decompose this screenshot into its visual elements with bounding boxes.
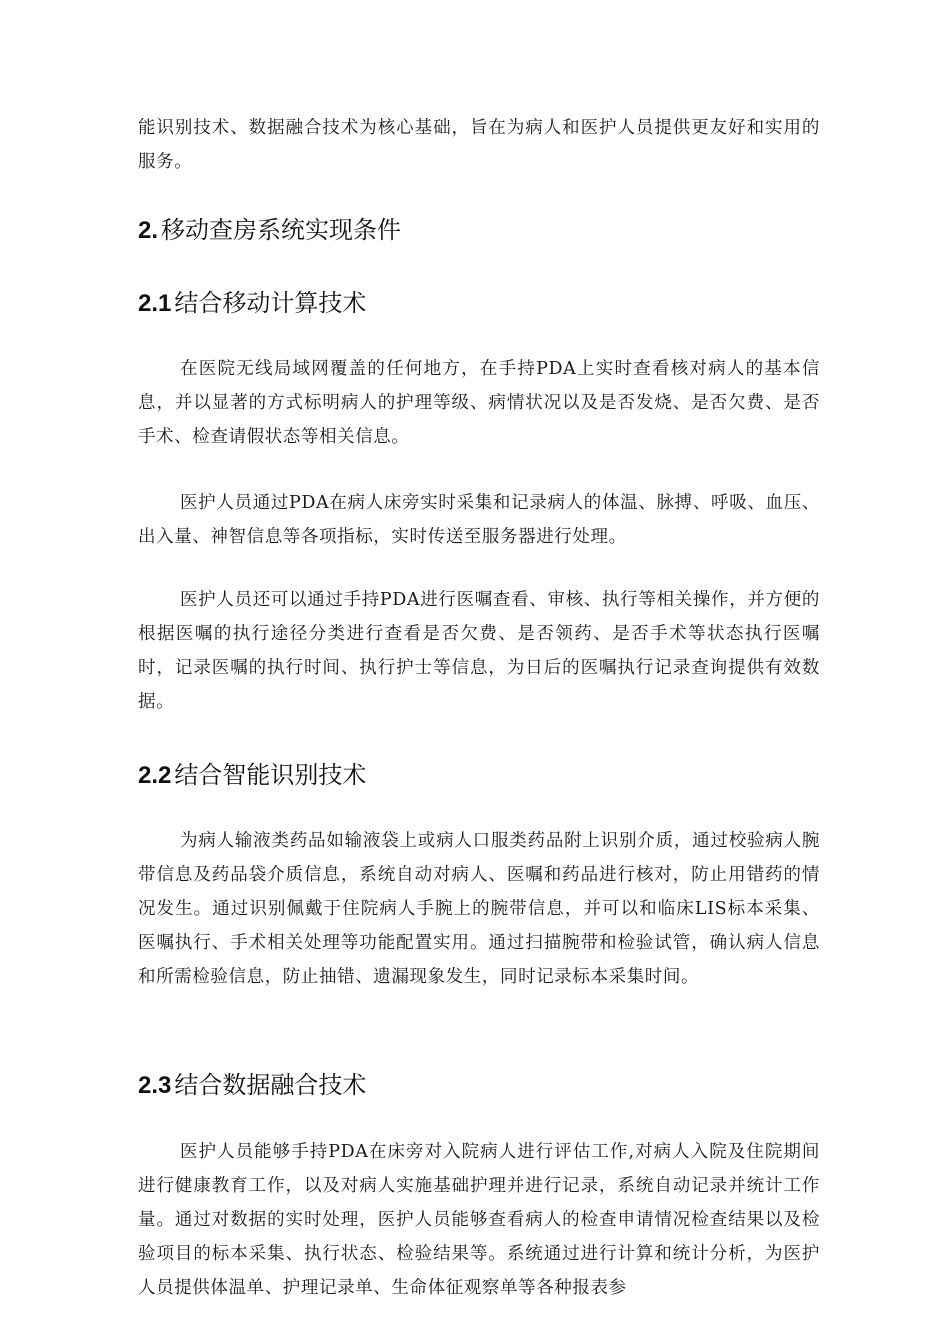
section-2-1-paragraph-3: 医护人员还可以通过手持PDA进行医嘱查看、审核、执行等相关操作，并方便的根据医嘱的执行途径分类进行查看是否欠费、是否领药、是否手术等状态执行医嘱时，记录医嘱的执行时间、执行护士等信息，为日后的医嘱执行记录查询提供有效数据。 [138,590,820,712]
section-2-1-paragraph-1: 在医院无线局域网覆盖的任何地方，在手持PDA上实时查看核对病人的基本信息，并以显著的方式标明病人的护理等级、病情状况以及是否发烧、是否欠费、是否手术、检查请假状态等相关信息。 [138,359,820,447]
section-2-1-number: 2.1 [138,290,172,317]
section-2-heading [138,214,401,247]
section-2-2-title: 结合智能识别技术 [174,761,367,789]
intro-paragraph-tail: 能识别技术、数据融合技术为核心基础，旨在为病人和医护人员提供更友好和实用的服务。 [138,118,820,172]
section-2-3-number: 2.3 [138,1072,172,1099]
section-2-3-paragraph-1: 医护人员能够手持PDA在床旁对入院病人进行评估工作,对病人入院及住院期间进行健康教育工作，以及对病人实施基础护理并进行记录，系统自动记录并统计工作量。通过对数据的实时处理，医护人员能够查看病人的检查申请情况检查结果以及检验项目的标本采集、执行状态、检验结果等。系统通过进行计算和统计分析，为医护人员提供体温单、护理记录单、生命体征观察单等各种报表参 [138,1142,820,1298]
section-2-3-title: 结合数据融合技术 [174,1071,367,1099]
section-2-1-paragraph-2: 医护人员通过PDA在病人床旁实时采集和记录病人的体温、脉搏、呼吸、血压、出入量、神智信息等各项指标，实时传送至服务器进行处理。 [138,493,820,547]
section-2-2-paragraph-1: 为病人输液类药品如输液袋上或病人口服类药品附上识别介质，通过校验病人腕带信息及药品袋介质信息，系统自动对病人、医嘱和药品进行核对，防止用错药的情况发生。通过识别佩戴于住院病人手腕上的腕带信息，并可以和临床LIS标本采集、医嘱执行、手术相关处理等功能配置实用。通过扫描腕带和检验试管，确认病人信息和所需检验信息，防止抽错、遗漏现象发生，同时记录标本采集时间。 [138,831,820,987]
section-2-number: 2. [138,217,159,244]
section-2-1-heading [138,287,366,320]
section-2-1-title: 结合移动计算技术 [174,289,367,317]
section-2-3-heading [138,1069,366,1102]
section-2-title: 移动查房系统实现条件 [161,216,402,244]
section-2-2-number: 2.2 [138,762,172,789]
section-2-2-heading [138,759,366,792]
